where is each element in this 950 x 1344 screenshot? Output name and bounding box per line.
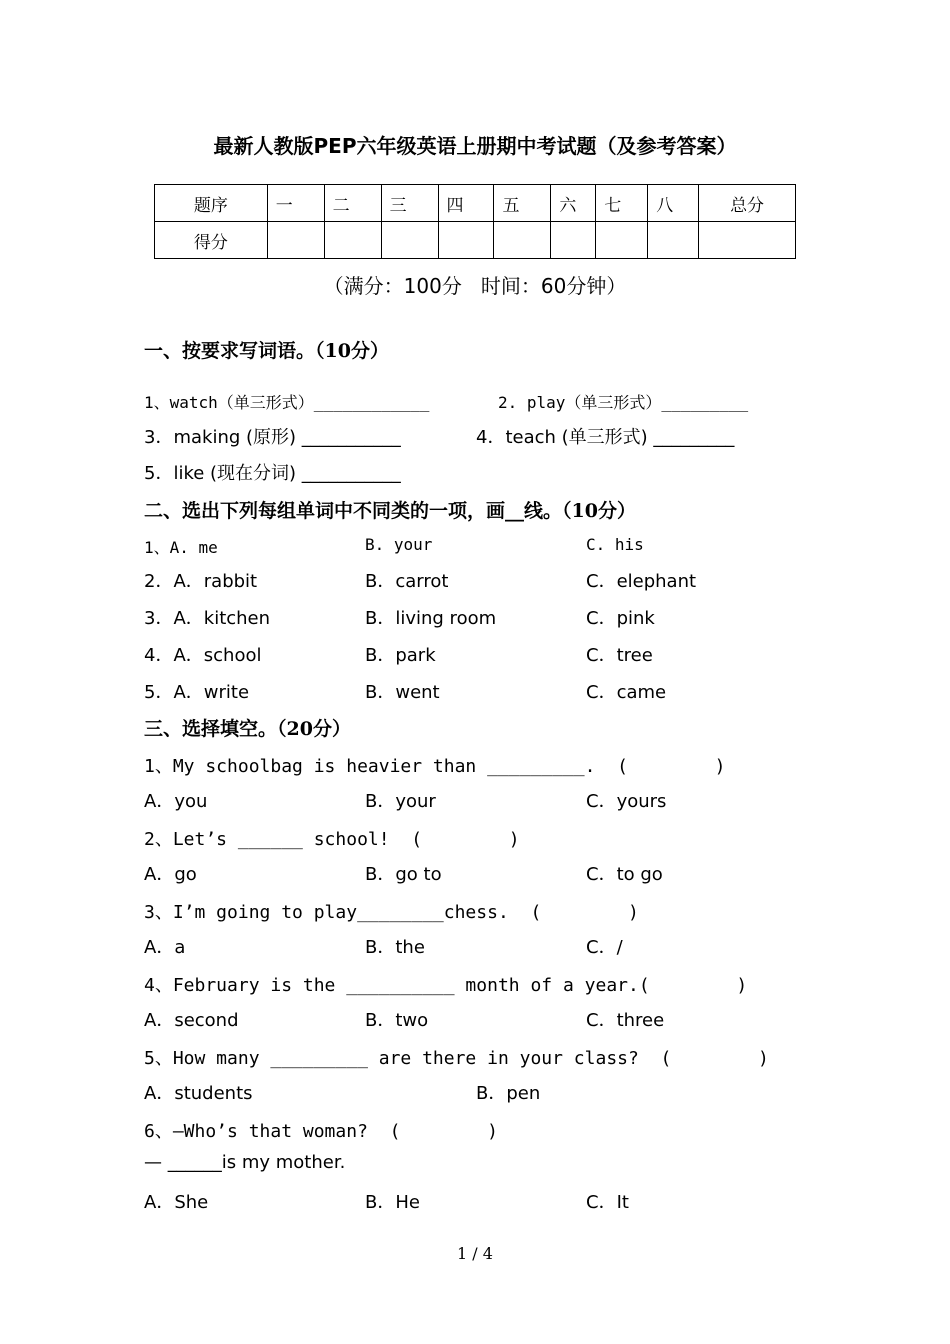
option-text: C．yours (586, 791, 667, 812)
question-text: 6、—Who’s that woman? ( ) (144, 1121, 498, 1142)
score-cell[interactable] (551, 222, 596, 259)
option-text: A．a (144, 937, 186, 958)
question-item: 3．making (原形) ___________ (144, 427, 401, 448)
score-cell[interactable] (494, 222, 551, 259)
score-table (154, 184, 796, 259)
question-text: 3、I’m going to play________chess. ( ) (144, 902, 639, 923)
page-title: 最新人教版PEP六年级英语上册期中考试题（及参考答案） (213, 134, 737, 158)
score-cell[interactable] (596, 222, 648, 259)
score-cell[interactable] (324, 222, 381, 259)
section-3-heading: 三、选择填空。（20分） (144, 718, 351, 740)
option-text: A．She (144, 1192, 209, 1213)
option-text: C. his (586, 535, 644, 554)
question-text: 4、February is the __________ month of a year.( ) (144, 975, 748, 996)
option-text: B．He (365, 1192, 420, 1213)
score-table-score-row (155, 222, 796, 259)
option-text: C．tree (586, 645, 653, 666)
option-text: C．three (586, 1010, 665, 1031)
option-text: B. your (365, 535, 433, 554)
question-text: 1、My schoolbag is heavier than _________. ( ) (144, 756, 726, 777)
score-table-row-label: 得分 (155, 222, 268, 259)
question-item: 1、watch（单三形式）____________ (144, 393, 430, 412)
score-table-header-cell: 六 (551, 185, 596, 222)
score-time-info: （满分：100分 时间：60分钟） (323, 274, 627, 298)
option-text: A．you (144, 791, 208, 812)
option-text: 4．A．school (144, 645, 262, 666)
section-2-heading: 二、选出下列每组单词中不同类的一项，画__线。（10分） (144, 500, 636, 522)
score-table-header-cell: 题序 (155, 185, 268, 222)
option-text: A．students (144, 1083, 253, 1104)
option-text: B．two (365, 1010, 429, 1031)
answer-line: — ______is my mother. (144, 1152, 346, 1173)
score-cell[interactable] (267, 222, 324, 259)
option-text: B．the (365, 937, 425, 958)
score-cell[interactable] (381, 222, 438, 259)
option-text: B．pen (476, 1083, 541, 1104)
page-number: 1 / 4 (457, 1244, 493, 1263)
score-table-header-row (155, 185, 796, 222)
option-text: B．park (365, 645, 436, 666)
score-table-header-cell: 五 (494, 185, 551, 222)
score-table-header-cell: 三 (381, 185, 438, 222)
option-text: A．go (144, 864, 197, 885)
score-cell[interactable] (648, 222, 699, 259)
score-table-header-cell: 二 (324, 185, 381, 222)
question-text: 2、Let’s ______ school! ( ) (144, 829, 520, 850)
option-text: C．came (586, 682, 667, 703)
option-text: B．your (365, 791, 436, 812)
score-table-header-cell: 四 (438, 185, 494, 222)
question-item: 4．teach (单三形式) _________ (476, 427, 735, 448)
option-text: B．went (365, 682, 440, 703)
option-text: B．carrot (365, 571, 449, 592)
score-table-header-cell: 总分 (699, 185, 796, 222)
option-text: 1、A. me (144, 538, 218, 557)
option-text: A．second (144, 1010, 239, 1031)
option-text: 2．A．rabbit (144, 571, 258, 592)
question-text: 5、How many _________ are there in your class? ( ) (144, 1048, 769, 1069)
score-cell[interactable] (438, 222, 494, 259)
option-text: B．living room (365, 608, 497, 629)
score-table-header-cell: 一 (267, 185, 324, 222)
option-text: C．pink (586, 608, 655, 629)
option-text: 3．A．kitchen (144, 608, 271, 629)
option-text: B．go to (365, 864, 442, 885)
option-text: C．elephant (586, 571, 697, 592)
option-text: 5．A．write (144, 682, 250, 703)
score-table-header-cell: 八 (648, 185, 699, 222)
score-table-header-cell: 七 (596, 185, 648, 222)
question-item: 5．like (现在分词) ___________ (144, 463, 401, 484)
option-text: C．to go (586, 864, 663, 885)
question-item: 2. play（单三形式）_________ (498, 393, 749, 412)
section-1-heading: 一、按要求写词语。（10分） (144, 340, 389, 362)
option-text: C．It (586, 1192, 629, 1213)
option-text: C．/ (586, 937, 623, 958)
score-cell[interactable] (699, 222, 796, 259)
